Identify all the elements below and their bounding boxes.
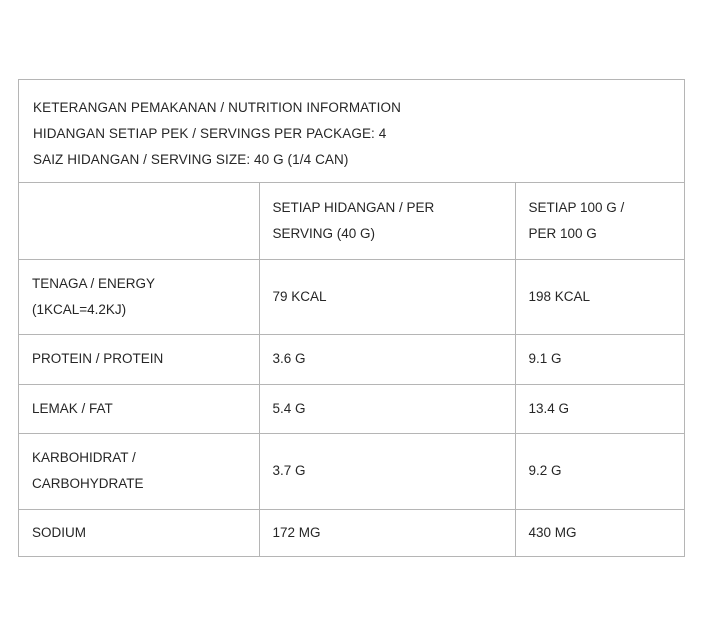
per-serving-value: 5.4 G [259, 384, 515, 433]
nutrient-label: LEMAK / FAT [19, 384, 259, 433]
per-100g-value: 13.4 G [515, 384, 684, 433]
nutrient-label-line1: KARBOHIDRAT / [32, 450, 136, 465]
table-row-sodium [19, 509, 684, 556]
table-row-carbohydrate [19, 433, 684, 509]
nutrition-panel [18, 79, 685, 557]
per-serving-value: 3.7 G [259, 433, 515, 509]
per-100g-value: 198 KCAL [515, 259, 684, 334]
per-serving-value: 3.6 G [259, 334, 515, 384]
nutrient-label [19, 259, 259, 334]
nutrient-label-line2: CARBOHYDRATE [32, 476, 144, 491]
nutrient-label: PROTEIN / PROTEIN [19, 334, 259, 384]
nutrient-label-line2: (1KCAL=4.2KJ) [32, 301, 127, 317]
per-serving-header-line2: SERVING (40 G) [272, 225, 376, 241]
header-title: KETERANGAN PEMAKANAN / NUTRITION INFORMATION [33, 100, 401, 115]
nutrient-label [19, 433, 259, 509]
per-100g-value: 9.2 G [515, 433, 684, 509]
per-100g-header-line1: SETIAP 100 G / [528, 199, 625, 215]
table-row-energy [19, 259, 684, 334]
per-100g-header-line2: PER 100 G [528, 225, 597, 241]
column-header-per-serving [259, 183, 515, 259]
nutrient-label-line1: TENAGA / ENERGY [32, 275, 156, 291]
table-row-fat [19, 384, 684, 433]
column-header-blank [19, 183, 259, 259]
nutrition-header [19, 80, 684, 183]
nutrient-label: SODIUM [19, 509, 259, 556]
serving-size: SAIZ HIDANGAN / SERVING SIZE: 40 G (1/4 CAN) [33, 152, 349, 167]
column-header-per-100g [515, 183, 684, 259]
table-row-protein [19, 334, 684, 384]
per-100g-value: 430 MG [528, 524, 577, 540]
per-serving-value: 79 KCAL [259, 259, 515, 334]
servings-per-package: HIDANGAN SETIAP PEK / SERVINGS PER PACKAGE: 4 [33, 126, 387, 141]
column-header-row [19, 183, 684, 259]
per-100g-value: 9.1 G [515, 334, 684, 384]
per-serving-header-line1: SETIAP HIDANGAN / PER [272, 199, 435, 215]
per-serving-value: 172 MG [259, 509, 515, 556]
nutrition-table [19, 183, 684, 556]
